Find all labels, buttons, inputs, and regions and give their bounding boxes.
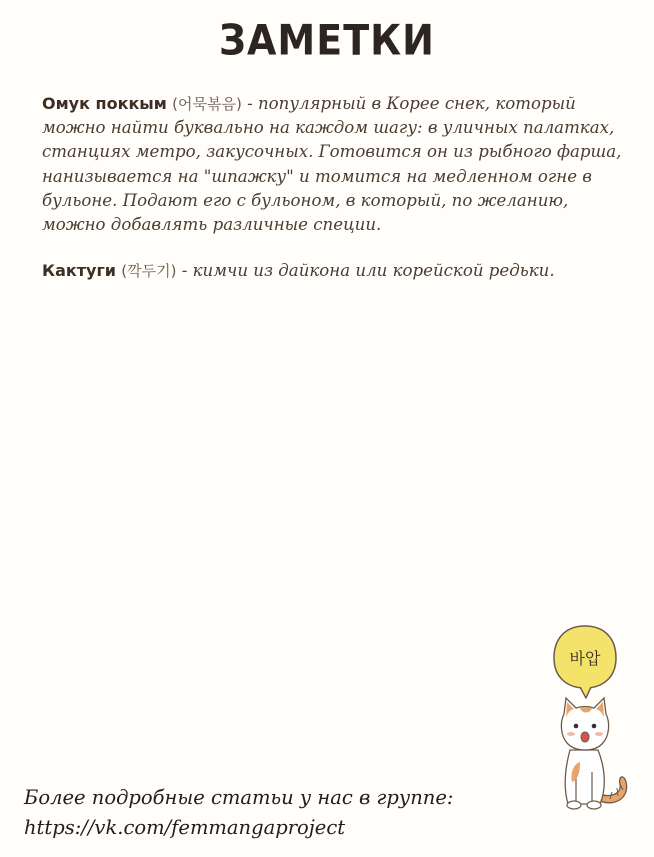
- cat-illustration: [540, 622, 630, 818]
- note-item: [42, 92, 632, 237]
- note-korean-term: (깍두기): [121, 262, 177, 281]
- note-korean-term: (어묵볶음): [172, 95, 242, 113]
- note-definition: - популярный в Корее снек, который можно найти буквально на каждом шагу: в уличных палатках, станциях метро, закусочных. Готовится он из рыбного фарша, нанизывается на "шпажку" и томится на медленном огне в бульоне. Подают его с бульоном, в который, по желанию, можно добавлять различные специи.: [42, 94, 622, 235]
- speech-bubble-text: 바압: [569, 649, 601, 668]
- note-term: Кактуги: [42, 261, 117, 281]
- note-definition: - кимчи из дайкона или корейской редьки.: [176, 261, 555, 281]
- footer: [24, 783, 453, 843]
- note-term: Омук поккым: [42, 94, 167, 113]
- group-link[interactable]: https://vk.com/femmangaproject: [24, 816, 346, 839]
- page-title: ЗАМЕТКИ: [219, 15, 435, 65]
- notes-list: [42, 92, 632, 305]
- speech-bubble: [554, 626, 616, 698]
- note-item: [42, 259, 632, 283]
- footer-text: Более подробные статьи у нас в группе:: [24, 786, 454, 809]
